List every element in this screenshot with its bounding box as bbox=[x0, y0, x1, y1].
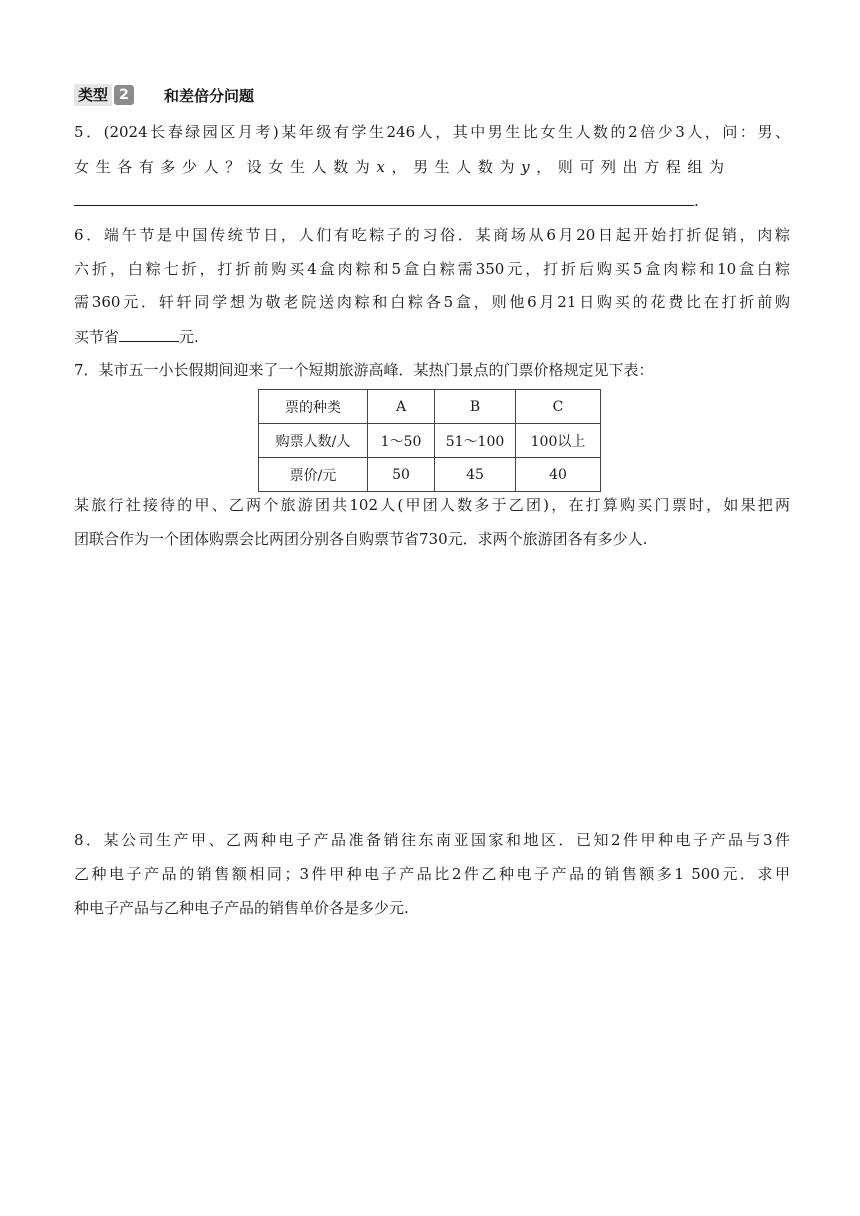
type-label: 类型 bbox=[74, 84, 112, 106]
q5-variable-x: x bbox=[376, 158, 392, 176]
q5-line-2-post: ，则可列出方程组为 bbox=[536, 158, 731, 176]
q5-line-2-pre: 女生各有多少人？设女生人数为 bbox=[74, 158, 377, 176]
type-number: 2 bbox=[114, 85, 134, 105]
table-cell: 50 bbox=[368, 458, 435, 492]
table-cell: 51～100 bbox=[435, 424, 516, 458]
type-badge bbox=[74, 84, 134, 106]
q7-text-2: 团联合作为一个团体购票会比两团分别各自购票节省730元．求两个旅游团各有多少人. bbox=[74, 530, 648, 548]
table-row bbox=[259, 458, 601, 492]
q8-line-3: 种电子产品与乙种电子产品的销售单价各是多少元. bbox=[74, 899, 409, 917]
q5-answer-blank[interactable] bbox=[74, 190, 694, 206]
table-cell: 票价/元 bbox=[259, 458, 368, 492]
q7-text-1: 某旅行社接待的甲、乙两个旅游团共102人(甲团人数多于乙团)，在打算购买门票时，如果把两 bbox=[74, 496, 790, 514]
q5-line-3 bbox=[74, 190, 790, 211]
q6-line-3: 需360元．轩轩同学想为敬老院送肉粽和白粽各5盒，则他6月21日购买的花费比在打折前购 bbox=[74, 293, 790, 311]
table-row bbox=[259, 424, 601, 458]
table-cell: 1～50 bbox=[368, 424, 435, 458]
q6-line-1: 6．端午节是中国传统节日，人们有吃粽子的习俗．某商场从6月20日起开始打折促销，肉粽 bbox=[74, 226, 790, 244]
q8-line-1: 8．某公司生产甲、乙两种电子产品准备销往东南亚国家和地区．已知2件甲种电子产品与3件 bbox=[74, 831, 790, 849]
table-cell: 45 bbox=[435, 458, 516, 492]
ticket-price-table bbox=[258, 389, 601, 492]
table-cell: 购票人数/人 bbox=[259, 424, 368, 458]
q6-line-2: 六折，白粽七折，打折前购买4盒肉粽和5盒白粽需350元，打折后购买5盒肉粽和10盒白粽 bbox=[74, 260, 790, 278]
q6-answer-blank[interactable] bbox=[119, 326, 179, 342]
section-heading bbox=[74, 83, 254, 107]
q6-line-4-post: 元. bbox=[179, 328, 199, 346]
q5-variable-y: y bbox=[521, 158, 537, 176]
q6-line-4-pre: 买节省 bbox=[74, 328, 120, 346]
q7-intro: 7．某市五一小长假期间迎来了一个短期旅游高峰．某热门景点的门票价格规定见下表： bbox=[74, 361, 654, 379]
q8-line-2: 乙种电子产品的销售额相同；3件甲种电子产品比2件乙种电子产品的销售额多1 500元．求甲 bbox=[74, 865, 790, 883]
q5-line-1: 5．(2024长春绿园区月考)某年级有学生246人，其中男生比女生人数的2倍少3人，问：男、 bbox=[74, 123, 790, 141]
table-row bbox=[259, 390, 601, 424]
table-cell: 40 bbox=[516, 458, 601, 492]
table-cell: 100以上 bbox=[516, 424, 601, 458]
q5-line-3-end: . bbox=[694, 192, 699, 210]
q5-line-2 bbox=[74, 157, 790, 177]
section-title: 和差倍分问题 bbox=[164, 86, 255, 105]
table-cell: B bbox=[435, 390, 516, 424]
table-cell: A bbox=[368, 390, 435, 424]
q5-line-2-mid: ，男生人数为 bbox=[391, 158, 522, 176]
q6-line-4 bbox=[74, 326, 790, 347]
table-cell: C bbox=[516, 390, 601, 424]
table-cell: 票的种类 bbox=[259, 390, 368, 424]
